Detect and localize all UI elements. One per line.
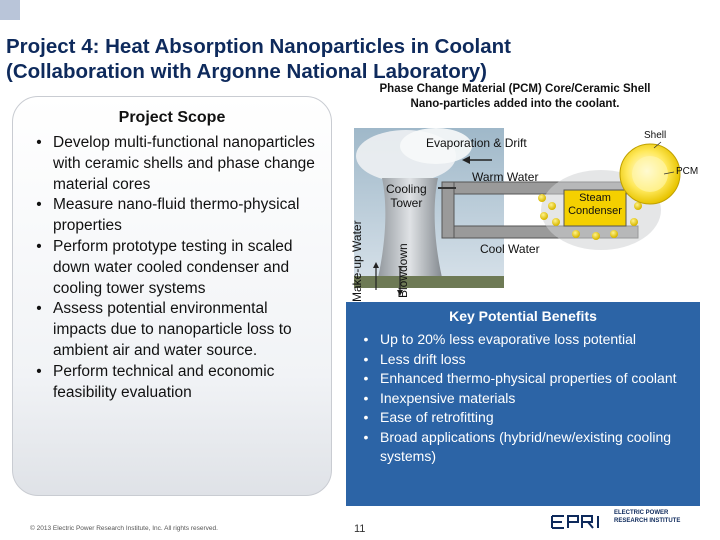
bullet-dot-icon: •: [363, 331, 369, 347]
scope-bullet: • Measure nano-fluid thermo-physical properties: [31, 195, 317, 237]
steam-condenser-label: Steam Condenser: [568, 192, 622, 217]
bullet-dot-icon: •: [363, 389, 369, 406]
bullet-dot-icon: •: [363, 350, 369, 367]
project-scope-panel: [12, 96, 332, 496]
blowdown-label: Blowdown: [396, 243, 410, 298]
makeup-water-label: Make-up Water: [350, 220, 364, 302]
benefit-bullet: • Ease of retrofitting: [360, 408, 692, 428]
benefit-bullet: • Inexpensive materials: [360, 389, 692, 409]
bullet-dot-icon: •: [363, 370, 369, 386]
scope-bullet: • Develop multi-functional nanoparticles with ceramic shells and phase change material cores: [31, 133, 317, 195]
shell-label: Shell: [644, 130, 667, 141]
benefit-bullet: • Enhanced thermo-physical properties of coolant: [360, 369, 692, 389]
benefit-bullet: • Up to 20% less evaporative loss potential: [360, 330, 692, 350]
bullet-dot-icon: •: [36, 362, 42, 380]
bullet-dot-icon: •: [363, 409, 369, 425]
pcm-label: PCM: [676, 166, 699, 177]
pcm-caption-line-2: Nano-particles added into the coolant.: [410, 98, 620, 110]
bullet-dot-icon: •: [36, 196, 42, 214]
slide-title: [6, 34, 646, 84]
key-benefits-title: Key Potential Benefits: [449, 308, 597, 324]
title-line-2: (Collaboration with Argonne National Laboratory): [6, 60, 487, 83]
evaporation-label: Evaporation & Drift: [426, 136, 527, 150]
slide-corner-accent: [0, 0, 20, 20]
bullet-dot-icon: •: [36, 237, 42, 255]
bullet-dot-icon: •: [36, 300, 42, 318]
bullet-dot-icon: •: [36, 134, 42, 151]
warm-water-label: Warm Water: [472, 170, 539, 184]
benefit-bullet: • Less drift loss: [360, 350, 692, 370]
scope-bullet: • Perform technical and economic feasibility evaluation: [31, 362, 317, 404]
title-line-1: Project 4: Heat Absorption Nanoparticles in Coolant: [6, 35, 511, 58]
epri-logo-icon: [548, 510, 610, 534]
copyright-footer: © 2013 Electric Power Research Institute, Inc. All rights reserved.: [30, 525, 218, 532]
scope-bullet: • Assess potential environmental impacts due to nanoparticle loss to ambient air and water source.: [31, 299, 317, 361]
project-scope-title: Project Scope: [118, 109, 226, 126]
epri-logo: [548, 510, 708, 534]
key-benefits-list: [360, 330, 692, 467]
bullet-dot-icon: •: [363, 428, 369, 445]
scope-bullet: • Perform prototype testing in scaled down water cooled condenser and cooling tower systems: [31, 237, 317, 299]
epri-logo-text: ELECTRIC POWER RESEARCH INSTITUTE: [614, 510, 681, 524]
cooling-system-diagram: [346, 126, 700, 302]
cooling-tower-label: Cooling Tower: [386, 182, 427, 210]
project-scope-list: [31, 133, 317, 403]
benefit-bullet: • Broad applications (hybrid/new/existing cooling systems): [360, 428, 692, 467]
cool-water-label: Cool Water: [480, 242, 540, 256]
page-number: 11: [354, 523, 366, 535]
key-benefits-panel: [346, 302, 700, 506]
pcm-caption-line-1: Phase Change Material (PCM) Core/Ceramic Shell: [379, 83, 651, 95]
pcm-caption: [370, 82, 660, 112]
